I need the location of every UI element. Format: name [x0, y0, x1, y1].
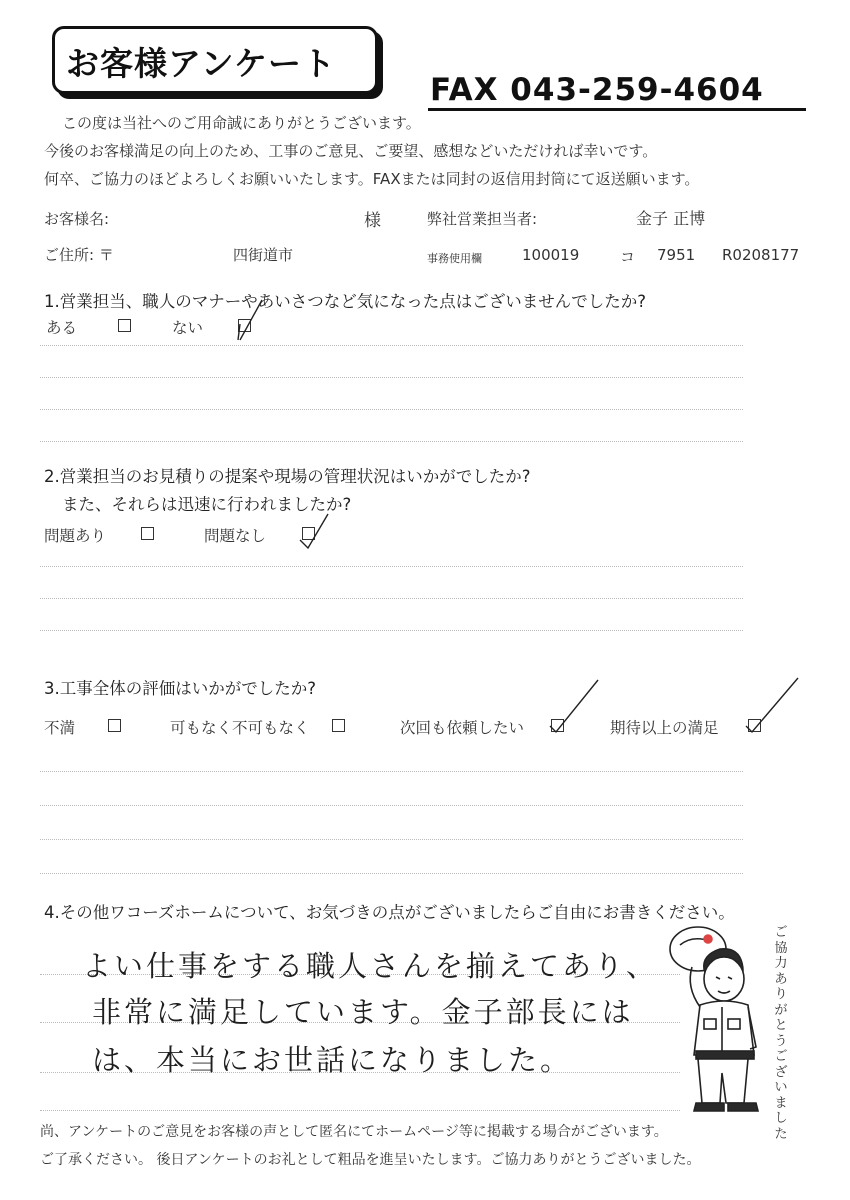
q2-check-mark-icon [294, 510, 334, 556]
question-2: 2.営業担当のお見積りの提案や現場の管理状況はいかがでしたか? [44, 467, 531, 486]
handwritten-line-3: は、本当にお世話になりました。 [92, 1043, 573, 1077]
q2-rule-3 [40, 630, 743, 631]
q2-rule-1 [40, 566, 743, 567]
q1-option-1: ある [46, 319, 78, 337]
office-code-4: R0208177 [722, 246, 800, 264]
address-city: 四街道市 [233, 246, 294, 264]
office-code-1: 100019 [522, 246, 580, 264]
q3-checkbox-2[interactable] [332, 719, 345, 732]
footer-note-1: 尚、アンケートのご意見をお客様の声として匿名にてホームページ等に掲載する場合がございます。 [40, 1124, 668, 1140]
q3-rule-3 [40, 839, 743, 840]
q2-option-2: 問題なし [204, 527, 267, 545]
q1-rule-1 [40, 345, 743, 346]
office-code-3: 7951 [657, 246, 696, 264]
worker-mascot-illustration [660, 915, 770, 1115]
handwritten-line-1: よい仕事をする職人さんを揃えてあり、 [82, 949, 659, 983]
q3-rule-2 [40, 805, 743, 806]
intro-line-3: 何卒、ご協力のほどよろしくお願いいたします。FAXまたは同封の返信用封筒にて返送願います。 [44, 170, 700, 188]
fax-number: FAX 043-259-4604 [430, 72, 764, 108]
q3-check-mark-3-icon [540, 676, 602, 738]
footer-note-2: ご了承ください。 後日アンケートのお礼として粗品を進呈いたします。ご協力ありがとうございました。 [40, 1152, 701, 1168]
q3-checkbox-1[interactable] [108, 719, 121, 732]
address-label: ご住所: 〒 [44, 246, 114, 264]
page-title: お客様アンケート [66, 44, 337, 83]
question-1: 1.営業担当、職人のマナーやあいさつなど気になった点はございませんでしたか? [44, 292, 647, 311]
question-4: 4.その他ワコーズホームについて、お気づきの点がございましたらご自由にお書きください。 [44, 903, 735, 922]
honorific: 様 [364, 211, 381, 231]
intro-line-2: 今後のお客様満足の向上のため、工事のご意見、ご要望、感想などいただければ幸いです。 [44, 142, 658, 160]
q3-rule-1 [40, 771, 743, 772]
q1-option-2: ない [172, 319, 204, 337]
q1-rule-3 [40, 409, 743, 410]
q3-check-mark-4-icon [740, 674, 802, 738]
q3-option-4: 期待以上の満足 [610, 719, 719, 737]
q1-rule-2 [40, 377, 743, 378]
q3-option-2: 可もなく不可もなく [170, 719, 310, 737]
q2-checkbox-1[interactable] [141, 527, 154, 540]
q3-rule-4 [40, 873, 743, 874]
rep-label: 弊社営業担当者: [427, 210, 538, 228]
q1-checkbox-1[interactable] [118, 319, 131, 332]
q3-option-3: 次回も依頼したい [400, 719, 525, 737]
vertical-thanks-text: ご協力ありがとうございました [774, 925, 788, 1142]
question-2-sub: また、それらは迅速に行われましたか? [62, 495, 352, 514]
office-use-label: 事務使用欄 [427, 252, 482, 265]
handwritten-line-2: 非常に満足しています。金子部長には [92, 995, 634, 1029]
q2-option-1: 問題あり [44, 527, 107, 545]
customer-name-label: お客様名: [44, 210, 110, 228]
q4-rule-4 [40, 1110, 680, 1111]
q2-rule-2 [40, 598, 743, 599]
office-code-2: コ [620, 248, 636, 266]
rep-name: 金子 正博 [636, 209, 706, 228]
fax-underline [428, 108, 806, 111]
intro-line-1: この度は当社へのご用命誠にありがとうございます。 [62, 114, 421, 132]
q1-rule-4 [40, 441, 743, 442]
question-3: 3.工事全体の評価はいかがでしたか? [44, 679, 317, 698]
q1-check-mark-icon [228, 296, 268, 346]
q3-option-1: 不満 [44, 719, 76, 737]
